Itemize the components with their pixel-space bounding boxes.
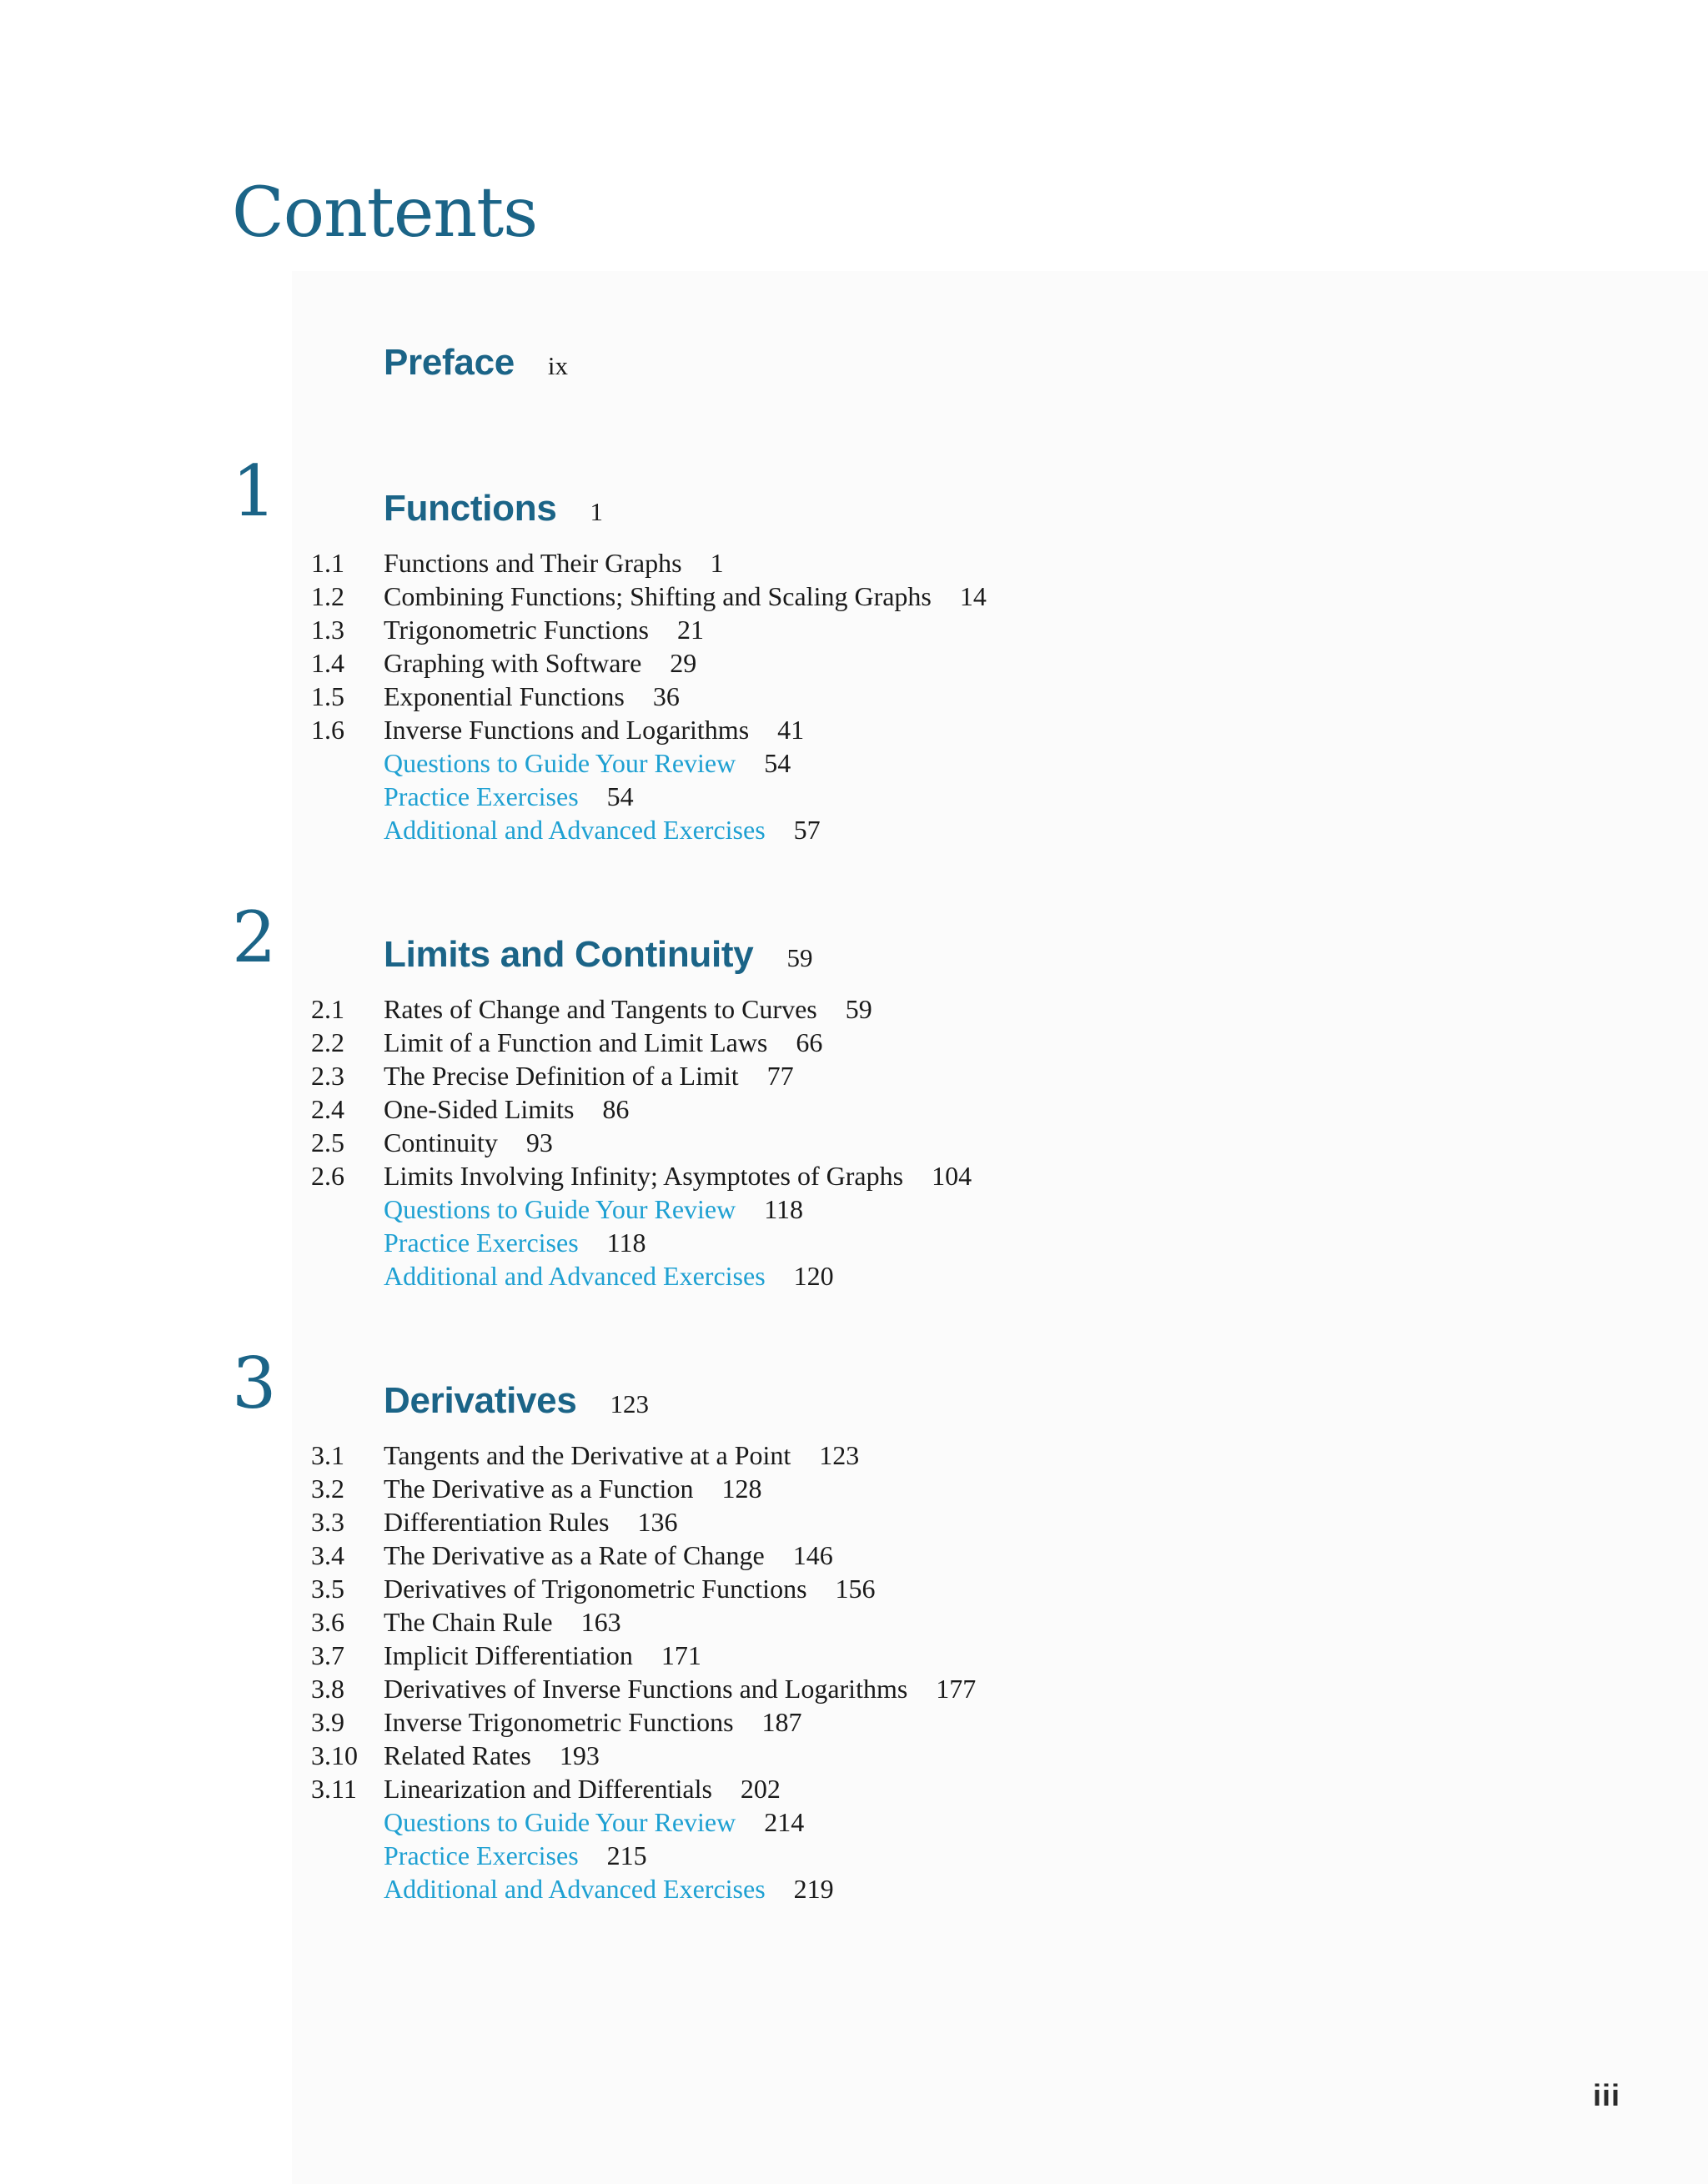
section-entry[interactable] <box>311 992 972 1026</box>
chapter-heading[interactable] <box>384 488 603 538</box>
section-title: Derivatives of Trigonometric Functions <box>384 1574 807 1604</box>
section-title: The Precise Definition of a Limit <box>384 1061 739 1091</box>
extra-page: 219 <box>793 1874 834 1904</box>
section-title: Linearization and Differentials <box>384 1774 712 1804</box>
section-entry[interactable] <box>311 1672 976 1705</box>
extra-title: Additional and Advanced Exercises <box>384 1874 766 1904</box>
extra-page: 54 <box>606 781 634 811</box>
section-title: Differentiation Rules <box>384 1507 610 1537</box>
section-title: Combining Functions; Shifting and Scaling Graphs <box>384 581 932 611</box>
extra-page: 215 <box>606 1840 647 1870</box>
section-number: 2.4 <box>311 1094 344 1124</box>
section-entry[interactable] <box>311 1126 972 1159</box>
section-entry[interactable] <box>311 1639 976 1672</box>
preface-label: Preface <box>384 342 515 383</box>
chapter-page: 1 <box>590 497 604 526</box>
advanced-exercises-link[interactable] <box>311 813 987 846</box>
section-title: Related Rates <box>384 1740 531 1770</box>
section-entry[interactable] <box>311 713 987 746</box>
section-title: Rates of Change and Tangents to Curves <box>384 994 817 1024</box>
page-folio: iii <box>1593 2078 1621 2112</box>
section-entry[interactable] <box>311 580 987 613</box>
section-number: 1.1 <box>311 548 344 578</box>
section-entry[interactable] <box>311 546 987 580</box>
section-number: 1.5 <box>311 681 344 711</box>
extra-page: 214 <box>764 1807 805 1837</box>
section-number: 3.2 <box>311 1474 344 1504</box>
chapter-title: Derivatives <box>384 1380 577 1421</box>
section-number: 3.5 <box>311 1574 344 1604</box>
extra-page: 118 <box>606 1228 646 1258</box>
chapter-entries <box>311 546 987 846</box>
extra-title: Practice Exercises <box>384 781 579 811</box>
advanced-exercises-link[interactable] <box>311 1259 972 1293</box>
preface-page: ix <box>547 351 569 380</box>
section-page: 1 <box>710 548 724 578</box>
section-title: Implicit Differentiation <box>384 1640 633 1670</box>
practice-exercises-link[interactable] <box>311 1839 976 1872</box>
section-page: 202 <box>740 1774 781 1804</box>
chapter-page: 59 <box>786 943 813 972</box>
section-number: 2.5 <box>311 1127 344 1157</box>
section-number: 3.1 <box>311 1440 344 1470</box>
section-page: 163 <box>580 1607 621 1637</box>
section-page: 156 <box>835 1574 876 1604</box>
section-page: 104 <box>932 1161 972 1191</box>
section-entry[interactable] <box>311 1438 976 1472</box>
chapter-3 <box>0 1343 1708 1939</box>
section-page: 41 <box>777 715 805 745</box>
section-page: 59 <box>845 994 872 1024</box>
section-number: 3.3 <box>311 1507 344 1537</box>
section-number: 1.2 <box>311 581 344 611</box>
section-page: 29 <box>670 648 697 678</box>
section-title: The Derivative as a Rate of Change <box>384 1540 765 1570</box>
extra-title: Additional and Advanced Exercises <box>384 815 766 845</box>
chapter-heading[interactable] <box>384 934 812 984</box>
section-title: One-Sided Limits <box>384 1094 575 1124</box>
section-entry[interactable] <box>311 646 987 680</box>
section-page: 86 <box>602 1094 630 1124</box>
section-number: 3.7 <box>311 1640 344 1670</box>
section-title: Functions and Their Graphs <box>384 548 682 578</box>
section-number: 1.3 <box>311 615 344 645</box>
preface-entry[interactable] <box>384 342 568 392</box>
section-page: 136 <box>637 1507 678 1537</box>
section-title: Derivatives of Inverse Functions and Logarithms <box>384 1674 908 1704</box>
section-number: 2.2 <box>311 1027 344 1057</box>
section-entry[interactable] <box>311 1092 972 1126</box>
section-page: 187 <box>761 1707 802 1737</box>
extra-page: 57 <box>793 815 821 845</box>
section-number: 2.1 <box>311 994 344 1024</box>
section-title: Tangents and the Derivative at a Point <box>384 1440 791 1470</box>
section-number: 1.6 <box>311 715 344 745</box>
section-title: Graphing with Software <box>384 648 642 678</box>
section-entry[interactable] <box>311 680 987 713</box>
section-number: 3.11 <box>311 1774 357 1804</box>
chapter-title: Functions <box>384 488 557 529</box>
practice-exercises-link[interactable] <box>311 780 987 813</box>
chapter-number: 1 <box>232 450 277 532</box>
section-title: Continuity <box>384 1127 498 1157</box>
chapter-number: 2 <box>232 896 277 978</box>
section-number: 3.4 <box>311 1540 344 1570</box>
review-questions-link[interactable] <box>311 746 987 780</box>
section-number: 3.10 <box>311 1740 358 1770</box>
section-title: Inverse Trigonometric Functions <box>384 1707 734 1737</box>
section-page: 128 <box>721 1474 762 1504</box>
section-number: 2.3 <box>311 1061 344 1091</box>
chapter-entries <box>311 1438 976 1905</box>
advanced-exercises-link[interactable] <box>311 1872 976 1905</box>
section-page: 77 <box>766 1061 794 1091</box>
section-title: The Chain Rule <box>384 1607 553 1637</box>
section-entry[interactable] <box>311 1605 976 1639</box>
review-questions-link[interactable] <box>311 1805 976 1839</box>
section-page: 93 <box>525 1127 553 1157</box>
section-title: Exponential Functions <box>384 681 625 711</box>
extra-page: 120 <box>793 1261 834 1291</box>
section-entry[interactable] <box>311 1026 972 1059</box>
chapter-title: Limits and Continuity <box>384 934 754 975</box>
extra-page: 54 <box>764 748 791 778</box>
extra-title: Questions to Guide Your Review <box>384 1807 736 1837</box>
section-page: 171 <box>661 1640 701 1670</box>
section-title: The Derivative as a Function <box>384 1474 694 1504</box>
section-entry[interactable] <box>311 1539 976 1572</box>
page-title: Contents <box>232 173 538 253</box>
section-page: 21 <box>676 615 704 645</box>
section-number: 2.6 <box>311 1161 344 1191</box>
extra-title: Questions to Guide Your Review <box>384 748 736 778</box>
section-entry[interactable] <box>311 1059 972 1092</box>
section-number: 3.8 <box>311 1674 344 1704</box>
section-title: Inverse Functions and Logarithms <box>384 715 750 745</box>
extra-title: Practice Exercises <box>384 1228 579 1258</box>
section-entry[interactable] <box>311 1472 976 1505</box>
section-page: 123 <box>819 1440 860 1470</box>
section-title: Trigonometric Functions <box>384 615 649 645</box>
section-number: 3.6 <box>311 1607 344 1637</box>
section-title: Limit of a Function and Limit Laws <box>384 1027 768 1057</box>
chapter-number: 3 <box>232 1343 277 1424</box>
extra-title: Additional and Advanced Exercises <box>384 1261 766 1291</box>
extra-title: Questions to Guide Your Review <box>384 1194 736 1224</box>
section-page: 66 <box>796 1027 823 1057</box>
review-questions-link[interactable] <box>311 1192 972 1226</box>
section-number: 1.4 <box>311 648 344 678</box>
section-number: 3.9 <box>311 1707 344 1737</box>
section-entry[interactable] <box>311 613 987 646</box>
section-entry[interactable] <box>311 1505 976 1539</box>
extra-page: 118 <box>764 1194 804 1224</box>
chapter-entries <box>311 992 972 1293</box>
practice-exercises-link[interactable] <box>311 1226 972 1259</box>
section-page: 193 <box>559 1740 600 1770</box>
section-title: Limits Involving Infinity; Asymptotes of Graphs <box>384 1161 904 1191</box>
section-entry[interactable] <box>311 1772 976 1805</box>
section-entry[interactable] <box>311 1572 976 1605</box>
section-page: 14 <box>959 581 987 611</box>
section-page: 146 <box>792 1540 833 1570</box>
chapter-page: 123 <box>610 1389 650 1418</box>
chapter-heading[interactable] <box>384 1380 649 1430</box>
section-entry[interactable] <box>311 1739 976 1772</box>
section-entry[interactable] <box>311 1159 972 1192</box>
section-page: 36 <box>652 681 680 711</box>
extra-title: Practice Exercises <box>384 1840 579 1870</box>
section-entry[interactable] <box>311 1705 976 1739</box>
section-page: 177 <box>936 1674 977 1704</box>
